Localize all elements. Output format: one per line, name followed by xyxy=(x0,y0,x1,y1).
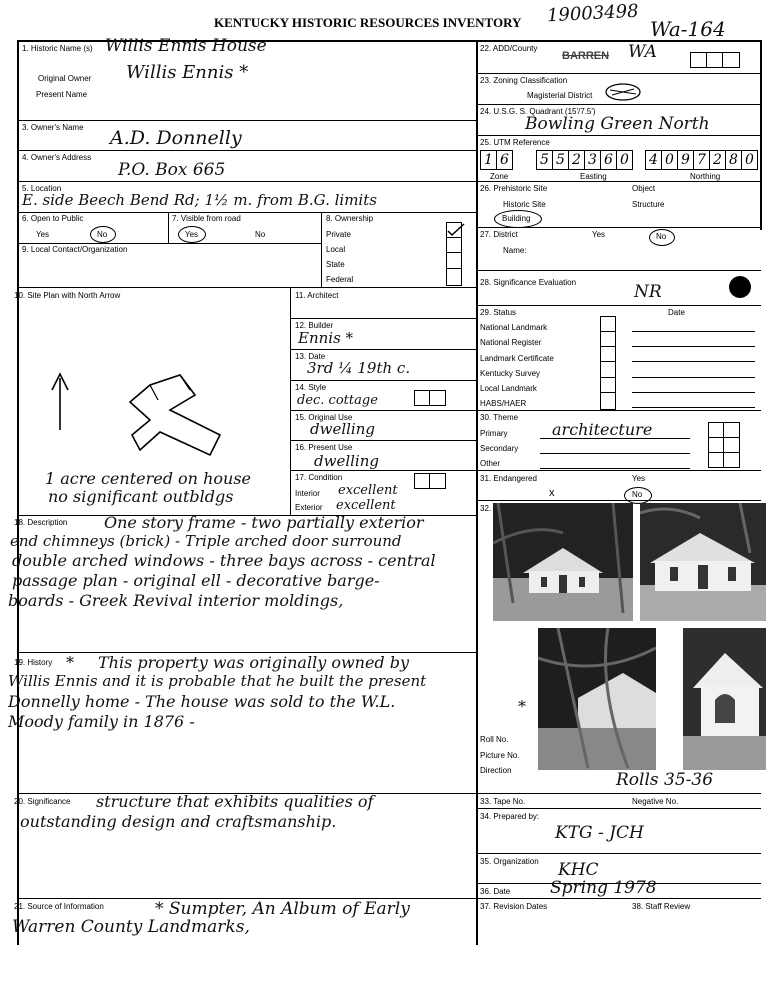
owner-name-value: A.D. Donnelly xyxy=(110,127,242,149)
utm-digit: 6 xyxy=(496,150,513,170)
significance-line: outstanding design and craftsmanship. xyxy=(20,812,337,831)
rule xyxy=(429,473,430,489)
original-use-label: 15. Original Use xyxy=(295,413,353,422)
rule xyxy=(476,793,761,794)
builder-value: Ennis * xyxy=(298,329,354,347)
history-line: Donnelly home - The house was sold to the W.L. xyxy=(8,692,396,711)
utm-digit: 2 xyxy=(709,150,725,170)
rule xyxy=(708,437,739,438)
status-item: HABS/HAER xyxy=(480,399,527,408)
description-label: 18. Description xyxy=(14,518,68,527)
organization-value: KHC xyxy=(558,860,599,880)
center-divider xyxy=(476,40,478,945)
rule xyxy=(632,346,755,347)
status-item: Landmark Certificate xyxy=(480,354,554,363)
secondary-label: Secondary xyxy=(480,444,519,453)
rule xyxy=(476,270,761,271)
revision-label: 37. Revision Dates xyxy=(480,902,548,911)
rule xyxy=(290,470,476,471)
rule xyxy=(632,377,755,378)
description-line: double arched windows - three bays across - central xyxy=(12,551,436,570)
present-use-label: 16. Present Use xyxy=(295,443,353,452)
rule xyxy=(476,808,761,809)
rule xyxy=(476,470,761,471)
rule xyxy=(18,150,476,151)
rule xyxy=(476,305,761,306)
original-use-value: dwelling xyxy=(310,420,375,438)
original-owner-label: Original Owner xyxy=(38,74,92,83)
house-photo-1 xyxy=(493,503,633,621)
prepared-value: KTG - JCH xyxy=(555,823,644,843)
rolls-value: Rolls 35-36 xyxy=(616,770,714,790)
structure-label: Structure xyxy=(632,200,665,209)
status-date-label: Date xyxy=(668,308,685,317)
local-contact-label: 9. Local Contact/Organization xyxy=(22,245,128,254)
add-county-label: 22. ADD/County xyxy=(480,44,538,53)
add-county-value: WA xyxy=(628,42,657,62)
historic-site-label: Historic Site xyxy=(503,200,546,209)
building-label: Building xyxy=(502,214,531,223)
rule xyxy=(632,331,755,332)
history-line: This property was originally owned by xyxy=(98,653,410,672)
theme-label: 30. Theme xyxy=(480,413,519,422)
utm-easting-label: Easting xyxy=(580,172,607,181)
utm-digit: 4 xyxy=(645,150,661,170)
utm-digit: 0 xyxy=(616,150,633,170)
rule xyxy=(600,331,615,332)
rule xyxy=(18,212,476,213)
site-plan-label: 10. Site Plan with North Arrow xyxy=(14,291,121,300)
status-item: Kentucky Survey xyxy=(480,369,541,378)
scribble-icon xyxy=(604,82,642,102)
house-photo-2 xyxy=(640,503,766,621)
rule xyxy=(476,104,761,105)
rule xyxy=(290,287,291,515)
rule xyxy=(290,380,476,381)
site-plan-note-2: no significant outbldgs xyxy=(48,487,234,506)
date36-value: Spring 1978 xyxy=(550,878,657,898)
site-plan-note-1: 1 acre centered on house xyxy=(45,469,251,488)
checkmark-icon xyxy=(446,222,466,238)
rule xyxy=(540,468,690,469)
rule xyxy=(446,252,461,253)
rule xyxy=(321,212,322,287)
left-border xyxy=(17,40,19,945)
builder-label: 12. Builder xyxy=(295,321,334,330)
primary-label: Primary xyxy=(480,429,508,438)
open-no: No xyxy=(97,230,108,239)
significance-eval-label: 28. Significance Evaluation xyxy=(480,278,577,287)
site-plan-sketch xyxy=(40,360,230,470)
condition-label: 17. Condition xyxy=(295,473,343,482)
rule xyxy=(290,440,476,441)
rule xyxy=(18,287,476,288)
status-item: Local Landmark xyxy=(480,384,537,393)
utm-digit: 7 xyxy=(693,150,709,170)
rule xyxy=(290,318,476,319)
history-line: Moody family in 1876 - xyxy=(8,712,195,731)
exterior-value: excellent xyxy=(336,498,396,513)
date36-label: 36. Date xyxy=(480,887,511,896)
condition-code-boxes xyxy=(414,473,446,489)
utm-digit: 1 xyxy=(480,150,496,170)
county-code-boxes xyxy=(690,52,740,68)
location-value: E. side Beech Bend Rd; 1½ m. from B.G. limits xyxy=(22,191,377,209)
utm-easting-digits xyxy=(536,150,633,170)
visible-yes-circle xyxy=(178,226,206,243)
rule xyxy=(600,377,615,378)
utm-digit: 2 xyxy=(568,150,584,170)
visible-no: No xyxy=(255,230,266,239)
endangered-x: x xyxy=(549,487,555,499)
rule xyxy=(429,390,430,406)
interior-value: excellent xyxy=(338,483,398,498)
add-county-struck: BARREN xyxy=(562,50,610,62)
direction-label: Direction xyxy=(480,766,512,775)
architect-label: 11. Architect xyxy=(295,291,339,300)
ownership-label: 8. Ownership xyxy=(326,214,374,223)
visible-yes: Yes xyxy=(185,230,199,239)
ownership-private: Private xyxy=(326,230,351,239)
rule xyxy=(18,243,321,244)
owner-address-value: P.O. Box 665 xyxy=(118,160,226,180)
date-value: 3rd ¼ 19th c. xyxy=(307,359,411,377)
prepared-label: 34. Prepared by: xyxy=(480,812,540,821)
district-yes: Yes xyxy=(592,230,606,239)
owner-name-label: 3. Owner's Name xyxy=(22,123,84,132)
photo-asterisk: * xyxy=(518,697,526,716)
utm-zone-digits xyxy=(480,150,513,170)
description-line: end chimneys (brick) - Triple arched door surround xyxy=(10,532,402,550)
magisterial-label: Magisterial District xyxy=(527,91,593,100)
rule xyxy=(600,361,615,362)
rule xyxy=(18,120,476,121)
endangered-label: 31. Endangered xyxy=(480,474,537,483)
utm-digit: 5 xyxy=(552,150,568,170)
rule xyxy=(476,853,761,854)
original-owner-value: Willis Ennis * xyxy=(126,62,249,83)
utm-digit: 5 xyxy=(536,150,552,170)
staff-review-label: 38. Staff Review xyxy=(632,902,691,911)
other-label: Other xyxy=(480,459,501,468)
utm-digit: 6 xyxy=(600,150,616,170)
source-label: 21. Source of Information xyxy=(14,902,104,911)
picture-label: Picture No. xyxy=(480,751,520,760)
endangered-no: No xyxy=(632,490,643,499)
utm-northing-digits xyxy=(645,150,758,170)
style-value: dec. cottage xyxy=(297,393,378,408)
status-label: 29. Status xyxy=(480,308,517,317)
usgs-label: 24. U.S.G. S. Quadrant (15'/7.5') xyxy=(480,107,596,116)
site-code: Wa-164 xyxy=(650,17,726,41)
source-line-2: Warren County Landmarks, xyxy=(12,917,250,937)
description-line: One story frame - two partially exterior xyxy=(104,513,424,532)
endangered-yes: Yes xyxy=(632,474,646,483)
endangered-no-circle xyxy=(624,487,652,504)
status-item: National Landmark xyxy=(480,323,548,332)
history-asterisk: * xyxy=(66,653,74,672)
open-no-circle xyxy=(90,226,116,243)
style-label: 14. Style xyxy=(295,383,327,392)
rule xyxy=(540,453,690,454)
status-item: National Register xyxy=(480,338,542,347)
object-label: Object xyxy=(632,184,656,193)
rule xyxy=(476,500,761,501)
theme-code-boxes xyxy=(708,422,740,468)
rule xyxy=(723,422,724,468)
rule xyxy=(168,212,169,243)
ownership-state: State xyxy=(326,260,345,269)
rule xyxy=(290,349,476,350)
primary-value: architecture xyxy=(552,420,653,439)
rule xyxy=(600,392,615,393)
description-line: boards - Greek Revival interior moldings, xyxy=(8,591,344,610)
source-line-1: * Sumpter, An Album of Early xyxy=(155,899,410,919)
visible-road-label: 7. Visible from road xyxy=(172,214,241,223)
date-label: 13. Date xyxy=(295,352,326,361)
rule xyxy=(600,346,615,347)
utm-digit: 8 xyxy=(725,150,741,170)
organization-label: 35. Organization xyxy=(480,857,539,866)
ownership-local: Local xyxy=(326,245,346,254)
house-photo-3 xyxy=(538,628,656,770)
present-use-value: dwelling xyxy=(314,452,379,470)
rule xyxy=(708,452,739,453)
building-circle xyxy=(494,210,542,228)
tape-label: 33. Tape No. xyxy=(480,797,526,806)
open-yes: Yes xyxy=(36,230,50,239)
hole-punch xyxy=(729,276,751,298)
district-no-circle xyxy=(649,229,675,246)
interior-label: Interior xyxy=(295,489,320,498)
district-no: No xyxy=(656,232,667,241)
form-number: 19003498 xyxy=(546,0,640,27)
utm-label: 25. UTM Reference xyxy=(480,138,550,147)
historic-name-label: 1. Historic Name (s) xyxy=(22,44,93,53)
significance-label: 20. Significance xyxy=(14,797,71,806)
ownership-federal: Federal xyxy=(326,275,354,284)
rule xyxy=(446,268,461,269)
utm-digit: 9 xyxy=(677,150,693,170)
utm-digit: 0 xyxy=(741,150,758,170)
rule xyxy=(722,52,723,68)
rule xyxy=(476,135,761,136)
roll-label: Roll No. xyxy=(480,735,509,744)
rule xyxy=(18,181,476,182)
rule xyxy=(476,898,761,899)
negative-label: Negative No. xyxy=(632,797,679,806)
rule xyxy=(632,361,755,362)
prehistoric-label: 26. Prehistoric Site xyxy=(480,184,548,193)
utm-digit: 0 xyxy=(661,150,677,170)
present-name-label: Present Name xyxy=(36,90,88,99)
rule xyxy=(476,73,761,74)
photos-label: 32. xyxy=(480,504,492,513)
rule xyxy=(632,392,755,393)
history-line: Willis Ennis and it is probable that he built the present xyxy=(8,672,427,690)
significance-eval-value: NR xyxy=(634,282,662,302)
zoning-label: 23. Zoning Classification xyxy=(480,76,568,85)
description-line: passage plan - original ell - decorative barge- xyxy=(12,571,380,590)
owner-address-label: 4. Owner's Address xyxy=(22,153,92,162)
form-title: KENTUCKY HISTORIC RESOURCES INVENTORY xyxy=(214,15,522,30)
significance-line: structure that exhibits qualities of xyxy=(96,792,374,811)
district-label: 27. District xyxy=(480,230,518,239)
open-public-label: 6. Open to Public xyxy=(22,214,84,223)
rule xyxy=(632,407,755,408)
usgs-value: Bowling Green North xyxy=(525,114,710,134)
style-code-boxes xyxy=(414,390,446,406)
utm-zone-label: Zone xyxy=(490,172,509,181)
house-photo-4 xyxy=(683,628,766,770)
rule xyxy=(706,52,707,68)
exterior-label: Exterior xyxy=(295,503,323,512)
rule xyxy=(290,410,476,411)
historic-name-value: Willis Ennis House xyxy=(105,36,267,56)
history-label: 19. History xyxy=(14,658,53,667)
rule xyxy=(540,438,690,439)
utm-digit: 3 xyxy=(584,150,600,170)
utm-northing-label: Northing xyxy=(690,172,721,181)
rule xyxy=(476,410,761,411)
location-label: 5. Location xyxy=(22,184,62,193)
district-name-label: Name: xyxy=(503,246,527,255)
